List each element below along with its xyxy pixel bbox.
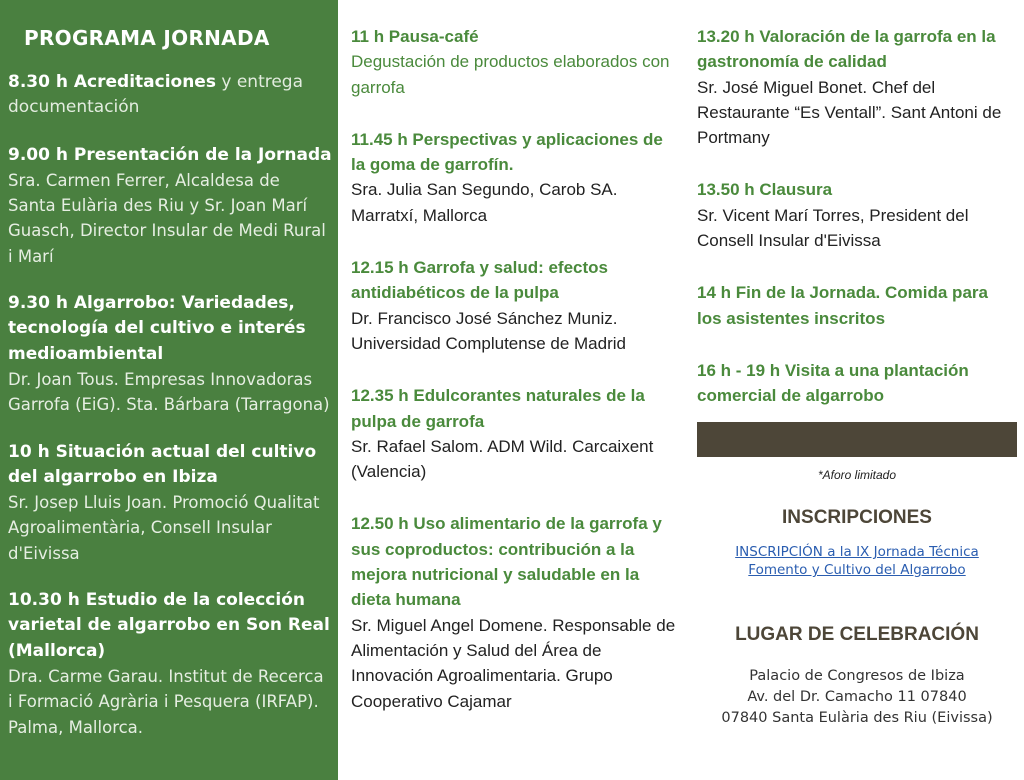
venue-heading: LUGAR DE CELEBRACIÓN (735, 624, 979, 645)
agenda-item-title: 9.00 h Presentación de la Jornada (8, 144, 332, 165)
agenda-item (351, 127, 681, 228)
registration-link-line[interactable]: Fomento y Cultivo del Algarrobo (748, 562, 966, 578)
agenda-item-title: 8.30 h Acreditaciones (8, 72, 216, 92)
agenda-item (8, 143, 332, 269)
registration-link-line[interactable]: INSCRIPCIÓN a la IX Jornada Técnica (735, 544, 979, 560)
venue-street: Av. del Dr. Camacho 11 07840 (747, 689, 967, 705)
venue-name: Palacio de Congresos de Ibiza (749, 668, 965, 684)
agenda-item-speaker: Sra. Carmen Ferrer, Alcaldesa de Santa Eulària des Riu y Sr. Joan Marí Guasch, Director Insular de Medi Rural i Marí (8, 170, 326, 266)
agenda-item-title-rest: y entrega documentación (8, 72, 304, 118)
agenda-item-speaker: Dra. Carme Garau. Institut de Recerca i Formació Agrària i Pesquera (IRFAP). Palma, Mallorca. (8, 666, 324, 737)
agenda-item (697, 24, 1015, 150)
agenda-item (697, 177, 1015, 253)
program-column-right (697, 24, 1015, 436)
agenda-item-title: 12.35 h Edulcorantes naturales de la pulpa de garrofa (351, 386, 645, 431)
venue-city: 07840 Santa Eulària des Riu (Eivissa) (721, 710, 993, 726)
agenda-item-title: 13.50 h Clausura (697, 180, 833, 200)
registration-link[interactable] (697, 543, 1017, 579)
agenda-item-title: 12.50 h Uso alimentario de la garrofa y sus coproductos: contribución a la mejora nutricional y saludable en la dieta humana (351, 514, 662, 610)
agenda-item-speaker: Sr. Vicent Marí Torres, President del Consell Insular d'Eivissa (697, 205, 969, 251)
agenda-item (8, 291, 332, 417)
venue-address (697, 666, 1017, 729)
agenda-item-speaker: Sr. José Miguel Bonet. Chef del Restaurante “Es Ventall”. Sant Antoni de Portmany (697, 77, 1002, 148)
capacity-note: *Aforo limitado (817, 468, 897, 482)
agenda-item-speaker: Sr. Miguel Angel Domene. Responsable de Alimentación y Salud del Área de Innovación Agroalimentaria. Grupo Cooperativo Cajamar (351, 615, 676, 711)
agenda-item-title: 11 h Pausa-café (351, 27, 479, 46)
agenda-item-description: Degustación de productos elaborados con garrofa (351, 52, 670, 97)
registration-heading: INSCRIPCIONES (782, 507, 932, 528)
agenda-item-speaker: Sra. Julia San Segundo, Carob SA. Marratxí, Mallorca (351, 180, 618, 225)
agenda-item (8, 70, 332, 121)
agenda-item (8, 588, 332, 740)
program-panel-left (0, 0, 338, 780)
agenda-item-speaker: Dr. Francisco José Sánchez Muniz. Universidad Complutense de Madrid (351, 308, 626, 353)
agenda-item-speaker: Sr. Josep Lluis Joan. Promoció Qualitat Agroalimentària, Consell Insular d'Eivissa (8, 493, 320, 563)
program-title: PROGRAMA JORNADA (24, 26, 270, 50)
agenda-item-speaker: Sr. Rafael Salom. ADM Wild. Carcaixent (Valencia) (351, 436, 654, 482)
agenda-item-title: 9.30 h Algarrobo: Variedades, tecnología del cultivo e interés medioambiental (8, 293, 306, 364)
agenda-item-title: 16 h - 19 h Visita a una plantación comercial de algarrobo (697, 360, 969, 406)
agenda-item-title: 12.15 h Garrofa y salud: efectos antidiabéticos de la pulpa (351, 258, 608, 303)
agenda-item-title: 10.30 h Estudio de la colección varietal de algarrobo en Son Real (Mallorca) (8, 590, 330, 661)
agenda-item-title: 11.45 h Perspectivas y aplicaciones de la goma de garrofín. (351, 129, 663, 175)
divider-bar (697, 422, 1017, 457)
agenda-item-speaker: Dr. Joan Tous. Empresas Innovadoras Garrofa (EiG). Sta. Bárbara (Tarragona) (8, 369, 330, 415)
agenda-item (351, 255, 681, 356)
agenda-item (697, 358, 1015, 409)
agenda-item (351, 383, 681, 484)
agenda-item-title: 14 h Fin de la Jornada. Comida para los asistentes inscritos (697, 283, 988, 328)
agenda-item (351, 511, 681, 713)
agenda-item-title: 10 h Situación actual del cultivo del algarrobo en Ibiza (8, 441, 317, 487)
agenda-item (697, 280, 1015, 331)
agenda-item (351, 24, 681, 100)
program-column-middle (351, 24, 681, 741)
agenda-item (8, 440, 332, 566)
agenda-item-title: 13.20 h Valoración de la garrofa en la gastronomía de calidad (697, 27, 996, 72)
